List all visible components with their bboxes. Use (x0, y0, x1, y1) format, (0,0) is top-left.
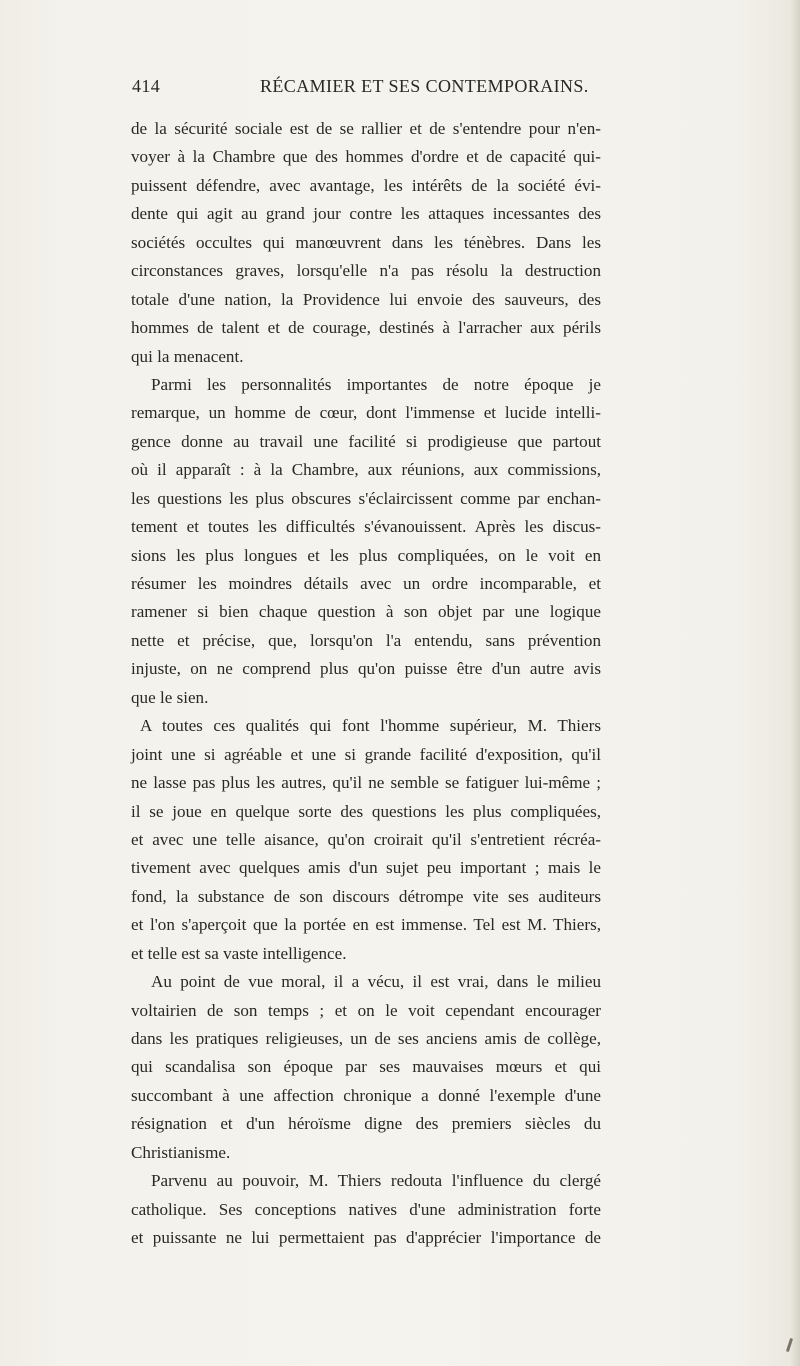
text-line: dans les pratiques religieuses, un de ses anciens amis de collège, (131, 1029, 601, 1048)
text-line: qui scandalisa son époque par ses mauvaises mœurs et qui (131, 1057, 601, 1077)
text-line: qui la menacent. (131, 346, 244, 366)
page-edge-shadow (790, 0, 800, 1366)
text-line: de la sécurité sociale est de se rallier et de s'entendre pour n'en- (131, 119, 601, 138)
text-line: et avec une telle aisance, qu'on croirait qu'il s'entretient récréa- (131, 829, 601, 849)
text-line: nette et précise, que, lorsqu'on l'a entendu, sans prévention (131, 630, 601, 650)
text-line: que le sien. (131, 687, 209, 707)
text-line: puissent défendre, avec avantage, les intérêts de la société évi- (131, 175, 601, 195)
text-line: où il apparaît : à la Chambre, aux réunions, aux commissions, (131, 460, 601, 480)
page-number: 414 (132, 76, 161, 96)
text-line: totale d'une nation, la Providence lui envoie des sauveurs, des (131, 289, 601, 309)
text-line: tivement avec quelques amis d'un sujet peu important ; mais le (131, 858, 601, 878)
text-line: et puissante ne lui permettaient pas d'apprécier l'importance de (131, 1228, 601, 1248)
text-line: il se joue en quelque sorte des questions les plus compliquées, (131, 801, 601, 821)
text-line: injuste, on ne comprend plus qu'on puisse être d'un autre avis (131, 659, 601, 679)
text-line: hommes de talent et de courage, destinés à l'arracher aux périls (131, 318, 601, 338)
page-header (132, 76, 602, 100)
text-line: dente qui agit au grand jour contre les attaques incessantes des (131, 204, 601, 224)
text-line: et telle est sa vaste intelligence. (131, 943, 347, 963)
text-line: remarque, un homme de cœur, dont l'immense et lucide intelli- (131, 403, 601, 423)
body-text (131, 115, 601, 1253)
text-line: gence donne au travail une facilité si prodigieuse que partout (131, 431, 601, 451)
text-line: les questions les plus obscures s'éclaircissent comme par enchan- (131, 488, 601, 508)
text-line: Christianisme. (131, 1142, 231, 1162)
text-line: Parvenu au pouvoir, M. Thiers redouta l'influence du clergé (151, 1171, 601, 1191)
running-title: RÉCAMIER ET SES CONTEMPORAINS. (260, 76, 589, 96)
text-line: sociétés occultes qui manœuvrent dans les ténèbres. Dans les (131, 232, 601, 252)
text-line: et l'on s'aperçoit que la portée en est immense. Tel est M. Thiers, (131, 915, 601, 935)
text-line: Parmi les personnalités importantes de notre époque je (151, 374, 601, 394)
text-line: voyer à la Chambre que des hommes d'ordre et de capacité qui- (131, 147, 601, 167)
text-line: circonstances graves, lorsqu'elle n'a pas résolu la destruction (131, 261, 601, 281)
text-line: joint une si agréable et une si grande facilité d'exposition, qu'il (131, 744, 601, 764)
text-line: fond, la substance de son discours détrompe vite ses auditeurs (131, 886, 601, 906)
text-line: résumer les moindres détails avec un ordre incomparable, et (131, 574, 601, 593)
text-line: A toutes ces qualités qui font l'homme supérieur, M. Thiers (140, 716, 601, 736)
text-line: Au point de vue moral, il a vécu, il est vrai, dans le milieu (151, 972, 601, 992)
text-line: tement et toutes les difficultés s'évanouissent. Après les discus- (131, 517, 601, 537)
text-line: catholique. Ses conceptions natives d'une administration forte (131, 1199, 601, 1219)
text-line: voltairien de son temps ; et on le voit cependant encourager (131, 1000, 601, 1020)
text-line: succombant à une affection chronique a donné l'exemple d'une (131, 1085, 601, 1105)
text-line: ne lasse pas plus les autres, qu'il ne semble se fatiguer lui-même ; (131, 773, 601, 793)
text-line: sions les plus longues et les plus compliquées, on le voit en (131, 545, 601, 565)
text-line: résignation et d'un héroïsme digne des premiers siècles du (131, 1114, 601, 1134)
text-line: ramener si bien chaque question à son objet par une logique (131, 602, 601, 622)
